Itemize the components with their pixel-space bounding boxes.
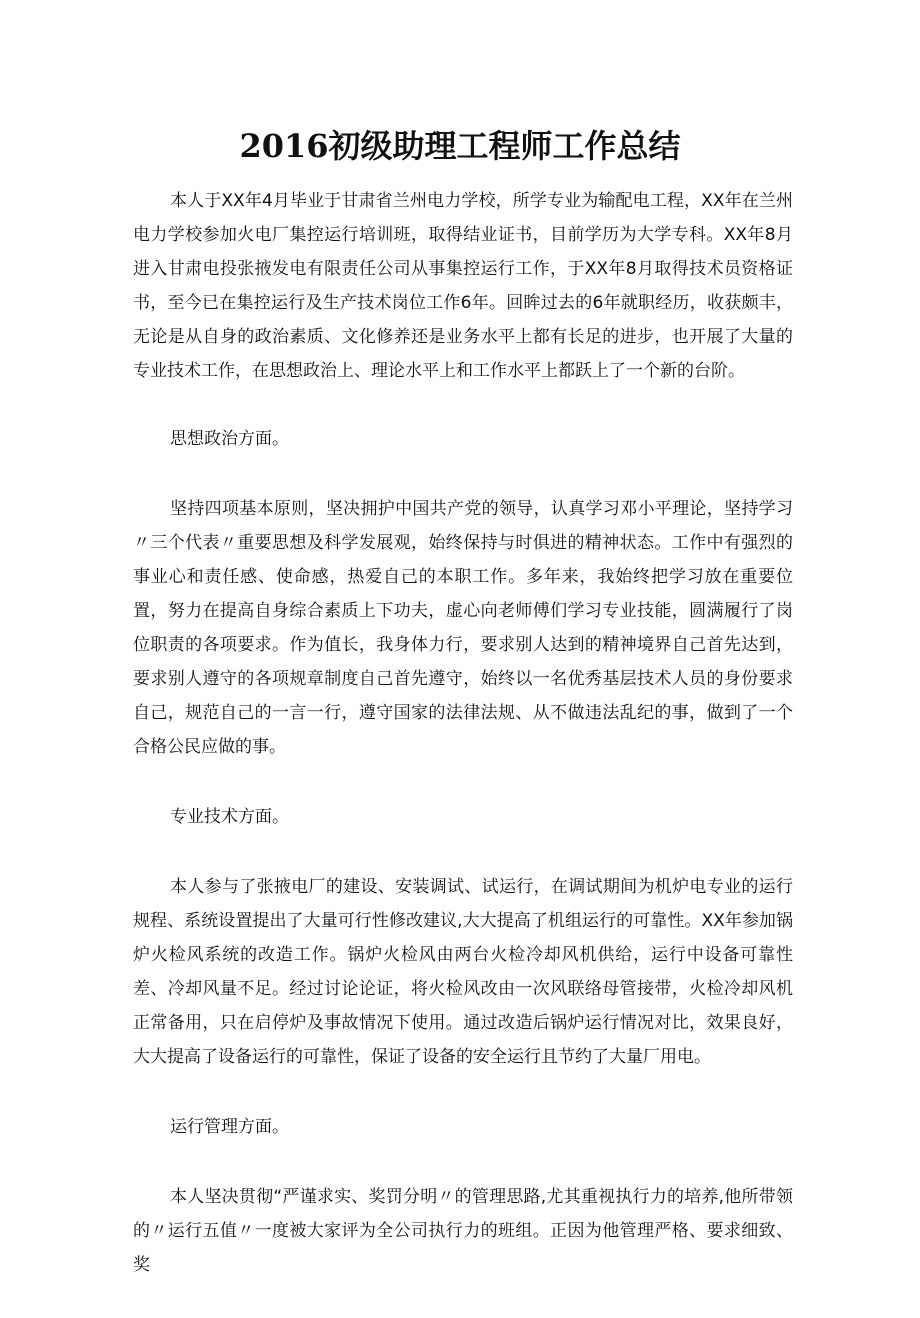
paragraph-operations: 本人坚决贯彻“严谨求实、奖罚分明〃的管理思路,尤其重视执行力的培养,他所带领的〃运行五值〃一度被大家评为全公司执行力的班组。正因为他管理严格、要求细致、奖	[133, 1187, 793, 1275]
paragraph-technical: 本人参与了张掖电厂的建设、安装调试、试运行，在调试期间为机炉电专业的运行规程、系统设置提出了大量可行性修改建议,大大提高了机组运行的可靠性。XX年参加锅炉火检风系统的改造工作。锅炉火检风由两台火检冷却风机供给，运行中设备可靠性差、冷却风量不足。经过讨论论证，将火检风改由一次风联络母管接带，火检冷却风机正常备用，只在启停炉及事故情况下使用。通过改造后锅炉运行情况对比，效果良好，大大提高了设备运行的可靠性，保证了设备的安全运行且节约了大量厂用电。	[133, 877, 793, 1067]
document-title: 2016初级助理工程师工作总结	[239, 127, 681, 165]
paragraph-political: 坚持四项基本原则，坚决拥护中国共产党的领导，认真学习邓小平理论，坚持学习〃三个代表〃重要思想及科学发展观，始终保持与时俱进的精神状态。工作中有强烈的事业心和责任感、使命感，热爱自己的本职工作。多年来，我始终把学习放在重要位置，努力在提高自身综合素质上下功夫，虚心向老师傅们学习专业技能，圆满履行了岗位职责的各项要求。作为值长，我身体力行，要求别人达到的精神境界自己首先达到，要求别人遵守的各项规章制度自己首先遵守，始终以一名优秀基层技术人员的身份要求自己，规范自己的一言一行，遵守国家的法律法规、从不做违法乱纪的事，做到了一个合格公民应做的事。	[133, 499, 793, 757]
section-heading-political: 思想政治方面。	[170, 429, 289, 449]
paragraph-intro: 本人于XX年4月毕业于甘肃省兰州电力学校，所学专业为输配电工程，XX年在兰州电力学校参加火电厂集控运行培训班，取得结业证书，目前学历为大学专科。XX年8月进入甘肃电投张掖发电有限责任公司从事集控运行工作，于XX年8月取得技术员资格证书，至今已在集控运行及生产技术岗位工作6年。回眸过去的6年就职经历，收获颇丰，无论是从自身的政治素质、文化修养还是业务水平上都有长足的进步，也开展了大量的专业技术工作，在思想政治上、理论水平上和工作水平上都跃上了一个新的台阶。	[133, 191, 793, 381]
section-heading-operations: 运行管理方面。	[170, 1117, 289, 1137]
section-heading-technical: 专业技术方面。	[170, 807, 289, 827]
document-body	[133, 184, 793, 1318]
